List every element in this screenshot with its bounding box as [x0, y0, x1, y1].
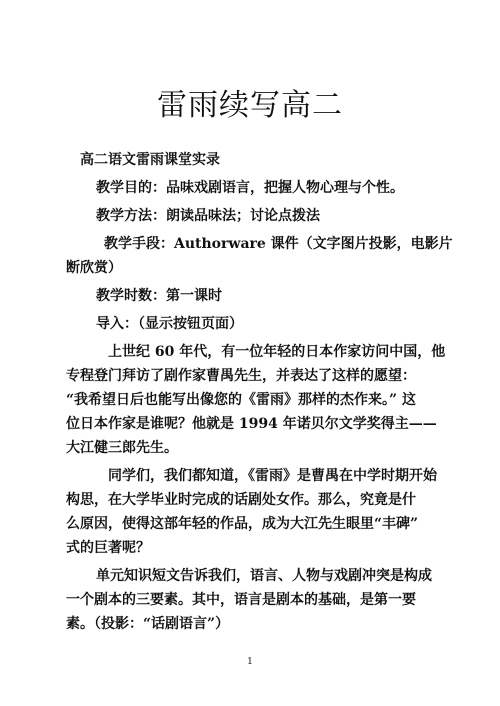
body-line-17: 单元知识短文告诉我们，语言、人物与戏剧冲突是构成: [96, 568, 432, 584]
body-line-6: 教学时数：第一课时: [96, 288, 222, 304]
body-line-13: 同学们，我们都知道，《雷雨》是曹禺在中学时期开始: [108, 468, 437, 484]
body-line-2: 教学目的：品味戏剧语言，把握人物心理与个性。: [96, 180, 404, 196]
body-line-12: 大江健三郎先生。: [66, 440, 178, 456]
body-line-16: 式的巨著呢？: [66, 540, 150, 556]
body-line-4: 教学手段：Authorware 课件（文字图片投影，电影片: [104, 236, 453, 252]
body-line-7: 导入：（显示按钮页面）: [96, 316, 243, 332]
document-title: 雷雨续写高二: [157, 88, 343, 123]
body-line-1: 高二语文雷雨课堂实录: [80, 152, 220, 168]
body-line-10: “我希望日后也能写出像您的《雷雨》那样的杰作来。” 这: [66, 392, 416, 408]
body-line-19: 素。（投影：“话剧语言”）: [66, 616, 230, 632]
page-number: 1: [247, 657, 253, 667]
body-line-18: 一个剧本的三要素。其中，语言是剧本的基础，是第一要: [66, 592, 416, 608]
body-line-3: 教学方法：朗读品味法；讨论点拨法: [96, 208, 320, 224]
body-line-11: 位日本作家是谁呢？他就是 1994 年诺贝尔文学奖得主——: [66, 416, 437, 432]
body-line-5: 断欣赏）: [66, 260, 122, 276]
body-line-9: 专程登门拜访了剧作家曹禺先生，并表达了这样的愿望：: [66, 368, 416, 384]
body-line-15: 么原因，使得这部年轻的作品，成为大江先生眼里“丰碑”: [66, 516, 419, 532]
body-line-14: 构思，在大学毕业时完成的话剧处女作。那么，究竟是什: [66, 492, 416, 508]
body-line-8: 上世纪 60 年代，有一位年轻的日本作家访问中国，他: [108, 344, 446, 360]
